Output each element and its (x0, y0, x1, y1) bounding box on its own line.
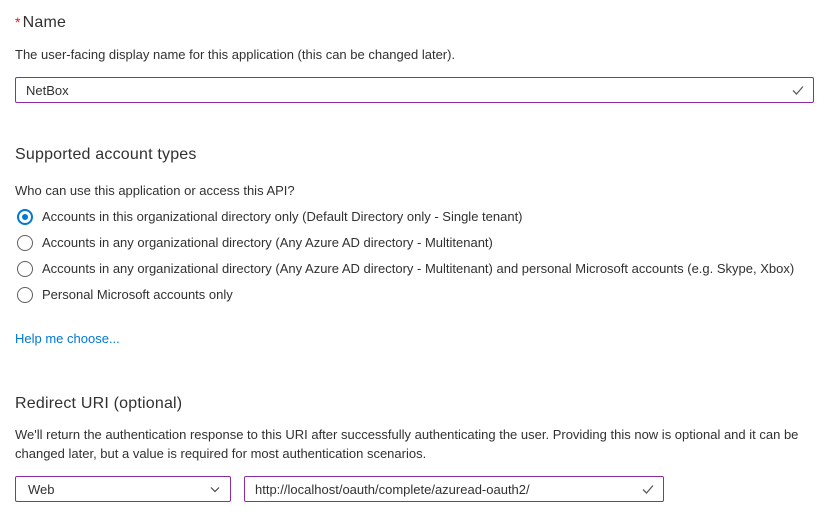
required-asterisk: * (15, 14, 21, 30)
account-types-section (15, 145, 814, 348)
radio-button-icon[interactable] (17, 235, 33, 251)
radio-option-personal-only[interactable] (15, 282, 814, 308)
name-description: The user-facing display name for this application (this can be changed later). (15, 47, 456, 62)
help-me-choose-link[interactable]: Help me choose... (15, 331, 120, 346)
redirect-uri-input-box (244, 476, 664, 502)
radio-button-icon[interactable] (17, 261, 33, 277)
redirect-uri-title: Redirect URI (optional) (15, 395, 183, 412)
platform-select[interactable] (15, 476, 231, 502)
name-section-title-text: Name (22, 14, 67, 31)
radio-option-multitenant-personal[interactable] (15, 256, 814, 282)
chevron-down-icon (208, 482, 222, 496)
radio-button-icon[interactable] (17, 287, 33, 303)
name-section (15, 12, 814, 103)
radio-option-label: Personal Microsoft accounts only (42, 287, 233, 302)
redirect-uri-input[interactable] (245, 477, 663, 501)
account-types-question: Who can use this application or access this API? (15, 183, 295, 198)
radio-option-label: Accounts in any organizational directory (Any Azure AD directory - Multitenant) and personal Microsoft accounts (e.g. Skype, Xbox) (42, 261, 795, 276)
redirect-uri-description: We'll return the authentication response to this URI after successfully authenticating the user. Providing this now is optional and it can be changed later, but a value is required for most authentication scenarios. (15, 427, 799, 461)
radio-option-single-tenant[interactable] (15, 204, 814, 230)
name-section-title (15, 12, 814, 33)
radio-option-label: Accounts in any organizational directory (Any Azure AD directory - Multitenant) (42, 235, 493, 250)
redirect-uri-row (15, 476, 814, 502)
redirect-uri-section (15, 394, 814, 502)
radio-option-label: Accounts in this organizational directory only (Default Directory only - Single tenant) (42, 209, 523, 224)
name-input[interactable] (16, 78, 813, 102)
account-types-title: Supported account types (15, 146, 197, 163)
platform-select-value: Web (28, 481, 55, 497)
account-types-radio-group (15, 204, 814, 308)
name-input-box (15, 77, 814, 103)
radio-option-multitenant[interactable] (15, 230, 814, 256)
radio-button-icon[interactable] (17, 209, 33, 225)
